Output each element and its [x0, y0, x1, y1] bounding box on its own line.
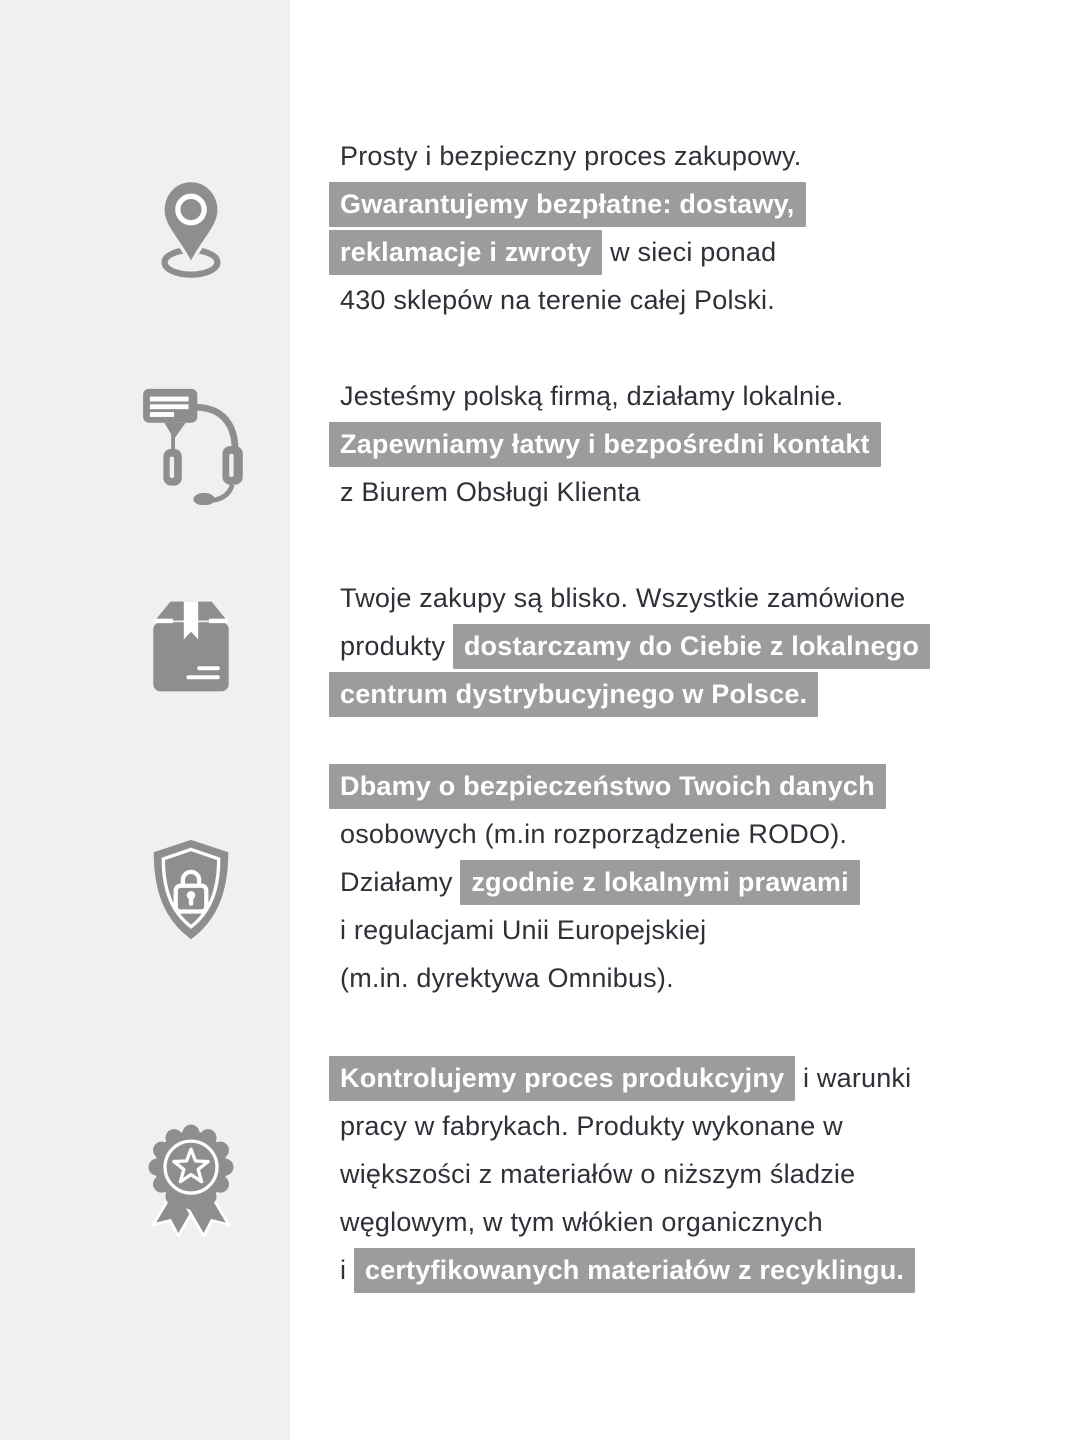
feature-text: [340, 762, 886, 1002]
feature-text-segment: i warunki: [795, 1062, 912, 1093]
feature-icon-cell: [0, 384, 290, 505]
feature-text-segment: 430 sklepów na terenie całej Polski.: [340, 284, 775, 315]
feature-text-segment: w sieci ponad: [602, 236, 777, 267]
feature-line: [340, 670, 930, 718]
feature-line: [340, 1102, 915, 1150]
feature-text-segment: Jesteśmy polską firmą, działamy lokalnie.: [340, 380, 844, 411]
feature-text-segment: osobowych (m.in rozporządzenie RODO).: [340, 818, 848, 849]
feature-text: [340, 372, 881, 516]
feature-row-contact: [0, 372, 1080, 516]
highlighted-text: zgodnie z lokalnymi prawami: [460, 860, 859, 905]
feature-text: [340, 1054, 915, 1294]
highlighted-text: centrum dystrybucyjnego w Polsce.: [329, 672, 818, 717]
feature-icon-cell: [0, 821, 290, 944]
feature-text-segment: Prosty i bezpieczny proces zakupowy.: [340, 140, 802, 171]
highlighted-text: Kontrolujemy proces produkcyjny: [329, 1056, 795, 1101]
feature-line: [340, 228, 806, 276]
feature-row-production: [0, 1054, 1080, 1294]
highlighted-text: reklamacje i zwroty: [329, 230, 602, 275]
feature-line: [340, 858, 886, 906]
feature-line: [340, 180, 806, 228]
feature-line: [340, 906, 886, 954]
feature-line: [340, 762, 886, 810]
feature-text-segment: węglowym, w tym włókien organicznych: [340, 1206, 823, 1237]
feature-text: [340, 132, 806, 324]
feature-text: [340, 574, 930, 718]
feature-text-segment: produkty: [340, 630, 453, 661]
highlighted-text: certyfikowanych materiałów z recyklingu.: [354, 1248, 915, 1293]
feature-line: [340, 132, 806, 180]
feature-line: [340, 468, 881, 516]
feature-text-segment: pracy w fabrykach. Produkty wykonane w: [340, 1110, 843, 1141]
highlighted-text: dostarczamy do Ciebie z lokalnego: [453, 624, 930, 669]
feature-line: [340, 574, 930, 622]
feature-line: [340, 276, 806, 324]
feature-line: [340, 1198, 915, 1246]
award-ribbon-icon: [138, 1118, 244, 1237]
feature-line: [340, 1054, 915, 1102]
shield-lock-icon: [143, 837, 239, 944]
headset-chat-icon: [135, 384, 247, 505]
highlighted-text: Dbamy o bezpieczeństwo Twoich danych: [329, 764, 886, 809]
feature-icon-cell: [0, 1112, 290, 1237]
feature-row-delivery: [0, 574, 1080, 718]
location-pin-icon: [147, 175, 235, 281]
feature-text-segment: większości z materiałów o niższym śladzie: [340, 1158, 856, 1189]
feature-line: [340, 372, 881, 420]
highlighted-text: Zapewniamy łatwy i bezpośredni kontakt: [329, 422, 881, 467]
feature-line: [340, 622, 930, 670]
feature-line: [340, 954, 886, 1002]
feature-icon-cell: [0, 598, 290, 695]
feature-text-segment: i regulacjami Unii Europejskiej: [340, 914, 707, 945]
package-icon: [146, 598, 236, 695]
feature-row-data-security: [0, 762, 1080, 1002]
feature-line: [340, 1150, 915, 1198]
feature-text-segment: Działamy: [340, 866, 461, 897]
feature-text-segment: (m.in. dyrektywa Omnibus).: [340, 962, 674, 993]
feature-row-stores: [0, 132, 1080, 324]
feature-line: [340, 1246, 915, 1294]
feature-icon-cell: [0, 175, 290, 281]
feature-text-segment: z Biurem Obsługi Klienta: [340, 476, 641, 507]
feature-text-segment: i: [340, 1254, 354, 1285]
feature-line: [340, 810, 886, 858]
feature-text-segment: Twoje zakupy są blisko. Wszystkie zamówione: [340, 582, 906, 613]
feature-line: [340, 420, 881, 468]
highlighted-text: Gwarantujemy bezpłatne: dostawy,: [329, 182, 806, 227]
